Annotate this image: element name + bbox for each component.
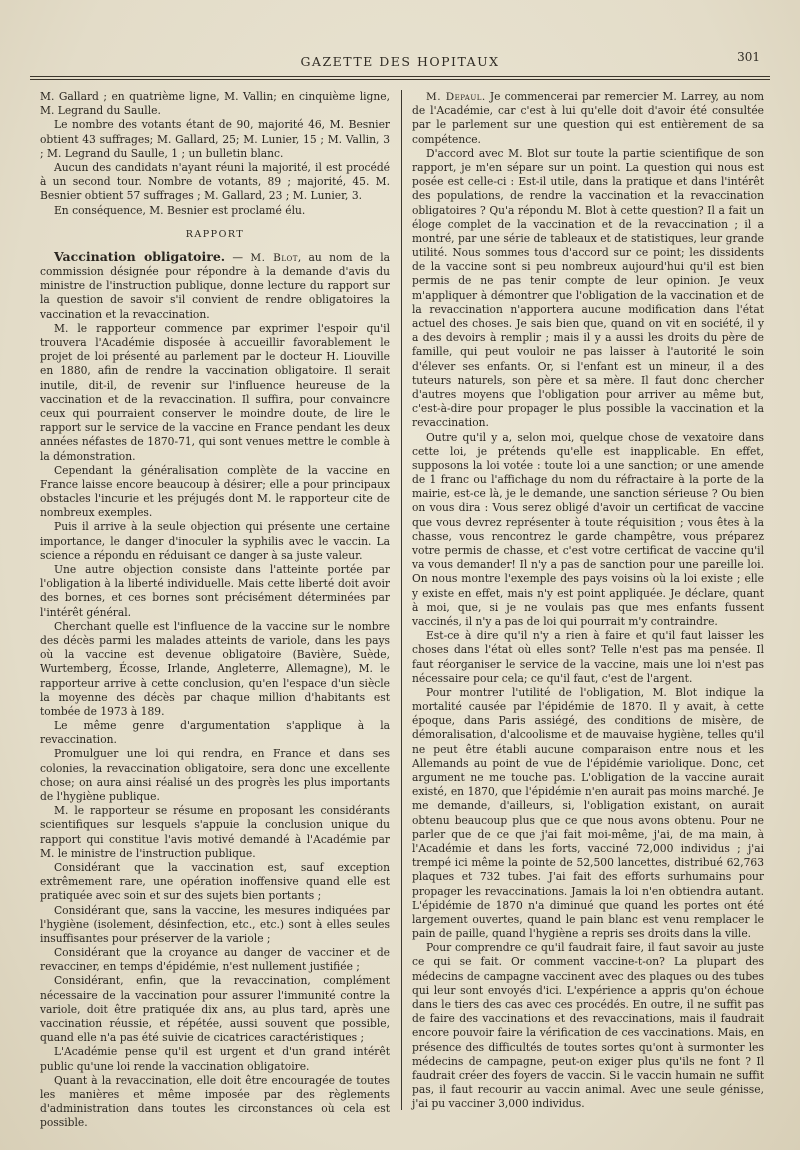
page-number: 301 [737,50,760,64]
paragraph: Promulguer une loi qui rendra, en France et dans ses colonies, la revaccination obligatoire, sera donc une excellente chose; on aura ainsi réalisé un des progrès les plus importants de l'hygiène publique. [40,747,390,803]
column-divider [401,90,402,1110]
speaker-name: M. Depaul. [426,91,486,103]
paragraph: Quant à la revaccination, elle doit être encouragée de toutes les manières et même imposée par des règlements d'administration dans toutes les circonstances où cela est possible. [40,1073,390,1130]
paragraph: M. Gallard ; en quatrième ligne, M. Vallin; en cinquième ligne, M. Legrand du Saulle. [40,90,390,118]
paragraph: Le nombre des votants étant de 90, majorité 46, M. Besnier obtient 43 suffrages; M. Gallard, 25; M. Lunier, 15 ; M. Vallin, 3 ; M. Legrand du Saulle, 1 ; un bulletin blanc. [40,118,390,160]
paragraph: Une autre objection consiste dans l'atteinte portée par l'obligation à la liberté individuelle. Mais cette liberté doit avoir des bornes, et ces bornes sont précisément déterminées par l'intérêt général. [40,563,390,619]
paragraph: Aucun des candidats n'ayant réuni la majorité, il est procédé à un second tour. Nombre de votants, 89 ; majorité, 45. M. Besnier obtient 57 suffrages ; M. Gallard, 23 ; M. Lunier, 3. [40,160,390,203]
paragraph: Outre qu'il y a, selon moi, quelque chose de vexatoire dans cette loi, je prétends qu'elle est inapplicable. En effet, supposons la loi votée : toute loi a une sanction; or une amende de 1 franc ou l'affichage du nom du réfractaire à la porte de la mairie, est-ce là, je le demande, une sanction sérieuse ? Ou bien on vous dira : Vous serez obligé d'avoir un certificat de vaccine que vous devrez représenter à toute réquisition ; vous êtes à la chasse, vous rencontrez le garde champêtre, vous préparez votre permis de chasse, et c'est votre certificat de vaccine qu'il va vous demander! Il n'y a pas de sanction pour une pareille loi. On nous montre l'exemple des pays voisins où la loi existe ; elle y existe en effet, mais n'y est point appliquée. Je déclare, quant à moi, que, si je ne voulais pas que mes enfants fussent vaccinés, il n'y a pas de loi qui pourrait m'y contraindre. [412,430,764,628]
paragraph: Pour comprendre ce qu'il faudrait faire, il faut savoir au juste ce qui se fait. Or comment vaccine-t-on? La plupart des médecins de campagne vaccinent avec des plaques ou des tubes qui leur sont envoyés d'ici. L'expérience a appris qu'on échoue dans le tiers des cas avec ces procédés. En outre, il ne suffit pas de faire des vaccinations et des revaccinations, mais il faudrait encore pouvoir faire la vérification de ces vaccinations. Mais, en présence des difficultés de toutes sortes qu'ont à surmonter les médecins de campagne, peut-on exiger plus qu'ils ne font ? Il faudrait créer des foyers de vaccin. Si le vaccin humain ne suffit pas, il faut recourir au vaccin animal. Avec une seule génisse, j'ai pu vacciner 3,000 individus. [412,941,764,1111]
paragraph: En conséquence, M. Besnier est proclamé élu. [54,203,306,217]
page-header [0,50,800,76]
section-heading: RAPPORT [185,228,245,240]
gazette-title: GAZETTE DES HOPITAUX [300,54,500,69]
paragraph: Considérant que, sans la vaccine, les mesures indiquées par l'hygiène (isolement, désinfection, etc., etc.) sont à elles seules insuffisantes pour préserver de la variole ; [40,903,390,945]
paragraph: D'accord avec M. Blot sur toute la partie scientifique de son rapport, je m'en sépare sur un point. La question qui nous est posée est celle-ci : Est-il utile, dans la pratique et dans l'intérêt des populations, de rendre la vaccination et la revaccination obligatoires ? Qu'a répondu M. Blot à cette question? Il a fait un éloge complet de la vaccination et de la revaccination ; il a montré, par une série de tableaux et de statistiques, leur grande utilité. Nous sommes tous d'accord sur ce point; les dissidents de la vaccine sont si peu nombreux aujourd'hui qu'il est bien permis de ne pas tenir compte de leur opinion. Je veux m'appliquer à démontrer que l'obligation de la vaccination et de la revaccination n'apportera aucune modification dans l'état actuel des choses. Je sais bien que, quand on vit en société, il y a des devoirs à remplir ; mais il y a aussi les droits du père de famille, qui peut vouloir ne pas laisser à l'autorité le soin d'élever ses enfants. Or, si l'enfant est un mineur, il a des tuteurs naturels, son père et sa mère. Il faut donc chercher d'autres moyens que l'obligation pour arriver au même but, c'est-à-dire pour propager le plus possible la vaccination et la revaccination. [412,146,764,430]
speech-text: Je commencerai par remercier M. Larrey, au nom de l'Académie, car c'est à lui qu'elle doit d'avoir été consultée par le parlement sur une question qui est entièrement de sa compétence. [412,90,764,146]
header-rule-bottom [30,79,770,80]
paragraph: Considérant que la vaccination est, sauf exception extrêmement rare, une opération inoffensive quand elle est pratiquée avec soin et sur des sujets bien portants ; [40,860,390,903]
paragraph: Puis il arrive à la seule objection qui présente une certaine importance, le danger d'inoculer la syphilis avec le vaccin. La science a répondu en réduisant ce danger à sa juste valeur. [40,520,390,562]
rapport-intro-paragraph [40,250,390,322]
header-rule-top [30,76,770,77]
paragraph: Est-ce à dire qu'il n'y a rien à faire et qu'il faut laisser les choses dans l'état où elles sont? Telle n'est pas ma pensée. Il faut réorganiser le service de la vaccine, mais une loi n'est pas nécessaire pour cela; ce qu'il faut, c'est de l'argent. [412,629,764,685]
left-column [40,90,390,1131]
paragraph: L'Académie pense qu'il est urgent et d'un grand intérêt public qu'une loi rende la vaccination obligatoire. [40,1045,390,1073]
paragraph: Considérant que la croyance au danger de vacciner et de revacciner, en temps d'épidémie, n'est nullement justifiée ; [40,946,390,974]
depaul-paragraph [412,90,764,147]
intro-text: , au nom de la commission désignée pour répondre à la demande d'avis du ministre de l'instruction publique, donne lecture du rapport sur la question de savoir s'il convient de rendre obligatoires la vaccination et la revaccination. [40,250,390,321]
author-name: M. Blot [250,251,298,264]
right-column [412,90,764,1112]
article-title: Vaccination obligatoire. [54,248,226,264]
paragraph: M. le rapporteur commence par exprimer l'espoir qu'il trouvera l'Académie disposée à accueillir favorablement le projet de loi présenté au parlement par le docteur H. Liouville en 1880, afin de rendre la vaccination obligatoire. Il serait inutile, dit-il, de revenir sur l'influence heureuse de la vaccination et de la revaccination. Il suffira, pour convaincre ceux qui pourraient conserver le moindre doute, de lire le rapport sur le service de la vaccine en France pendant les deux années néfastes de 1870-71, qui sont venues mettre le comble à la démonstration. [40,321,390,463]
paragraph: Considérant, enfin, que la revaccination, complément nécessaire de la vaccination pour assurer l'immunité contre la variole, doit être pratiquée dix ans, au plus tard, après une vaccination réussie, et répétée, aussi souvent que possible, quand elle n'a pas été suivie de cicatrices caractéristiques ; [40,974,390,1045]
paragraph: Pour montrer l'utilité de l'obligation, M. Blot indique la mortalité causée par l'épidémie de 1870. Il y avait, à cette époque, dans Paris assiégé, des conditions de misère, de démoralisation, d'alcoolisme et de mauvaise hygiène, telles qu'il ne peut être établi aucune comparaison entre nous et les Allemands au point de vue de l'épidémie variolique. Donc, cet argument ne me touche pas. L'obligation de la vaccine aurait existé, en 1870, que l'épidémie n'en aurait pas moins marché. Je me demande, d'ailleurs, si, l'obligation existant, on aurait obtenu beaucoup plus que ce que nous avons obtenu. Pour ne parler que de ce que j'ai fait moi-même, j'ai, de ma main, à l'Académie et dans les forts, vacciné 72,000 individus ; j'ai trempé ici même la pointe de 52,500 lancettes, distribué 62,763 plaques et 732 tubes. J'ai fait des efforts surhumains pour propager les revaccinations. Jamais la loi n'en obtiendra autant. L'épidémie de 1870 n'a diminué que quand les portes ont été largement ouvertes, quand le pain blanc est venu remplacer le pain de paille, quand l'hygiène a repris ses droits dans la ville. [412,685,764,941]
paragraph: M. le rapporteur se résume en proposant les considérants scientifiques sur lesquels s'appuie la conclusion unique du rapport qui constitue l'avis motivé demandé à l'Académie par M. le ministre de l'instruction publique. [40,804,390,860]
paragraph: Cependant la généralisation complète de la vaccine en France laisse encore beaucoup à désirer; elle a pour principaux obstacles l'incurie et les préjugés dont M. le rapporteur cite de nombreux exemples. [40,463,390,520]
paragraph: Le même genre d'argumentation s'applique à la revaccination. [40,719,390,747]
title-dash: — [225,250,251,264]
paragraph: Cherchant quelle est l'influence de la vaccine sur le nombre des décès parmi les malades atteints de variole, dans les pays où la vaccine est devenue obligatoire (Bavière, Suède, Wurtemberg, Écosse, Irlande, Angleterre, Allemagne), M. le rapporteur arrive à cette conclusion, qu'en l'espace d'un siècle la moyenne des décès par chaque million d'habitants est tombée de 1973 à 189. [40,619,390,718]
